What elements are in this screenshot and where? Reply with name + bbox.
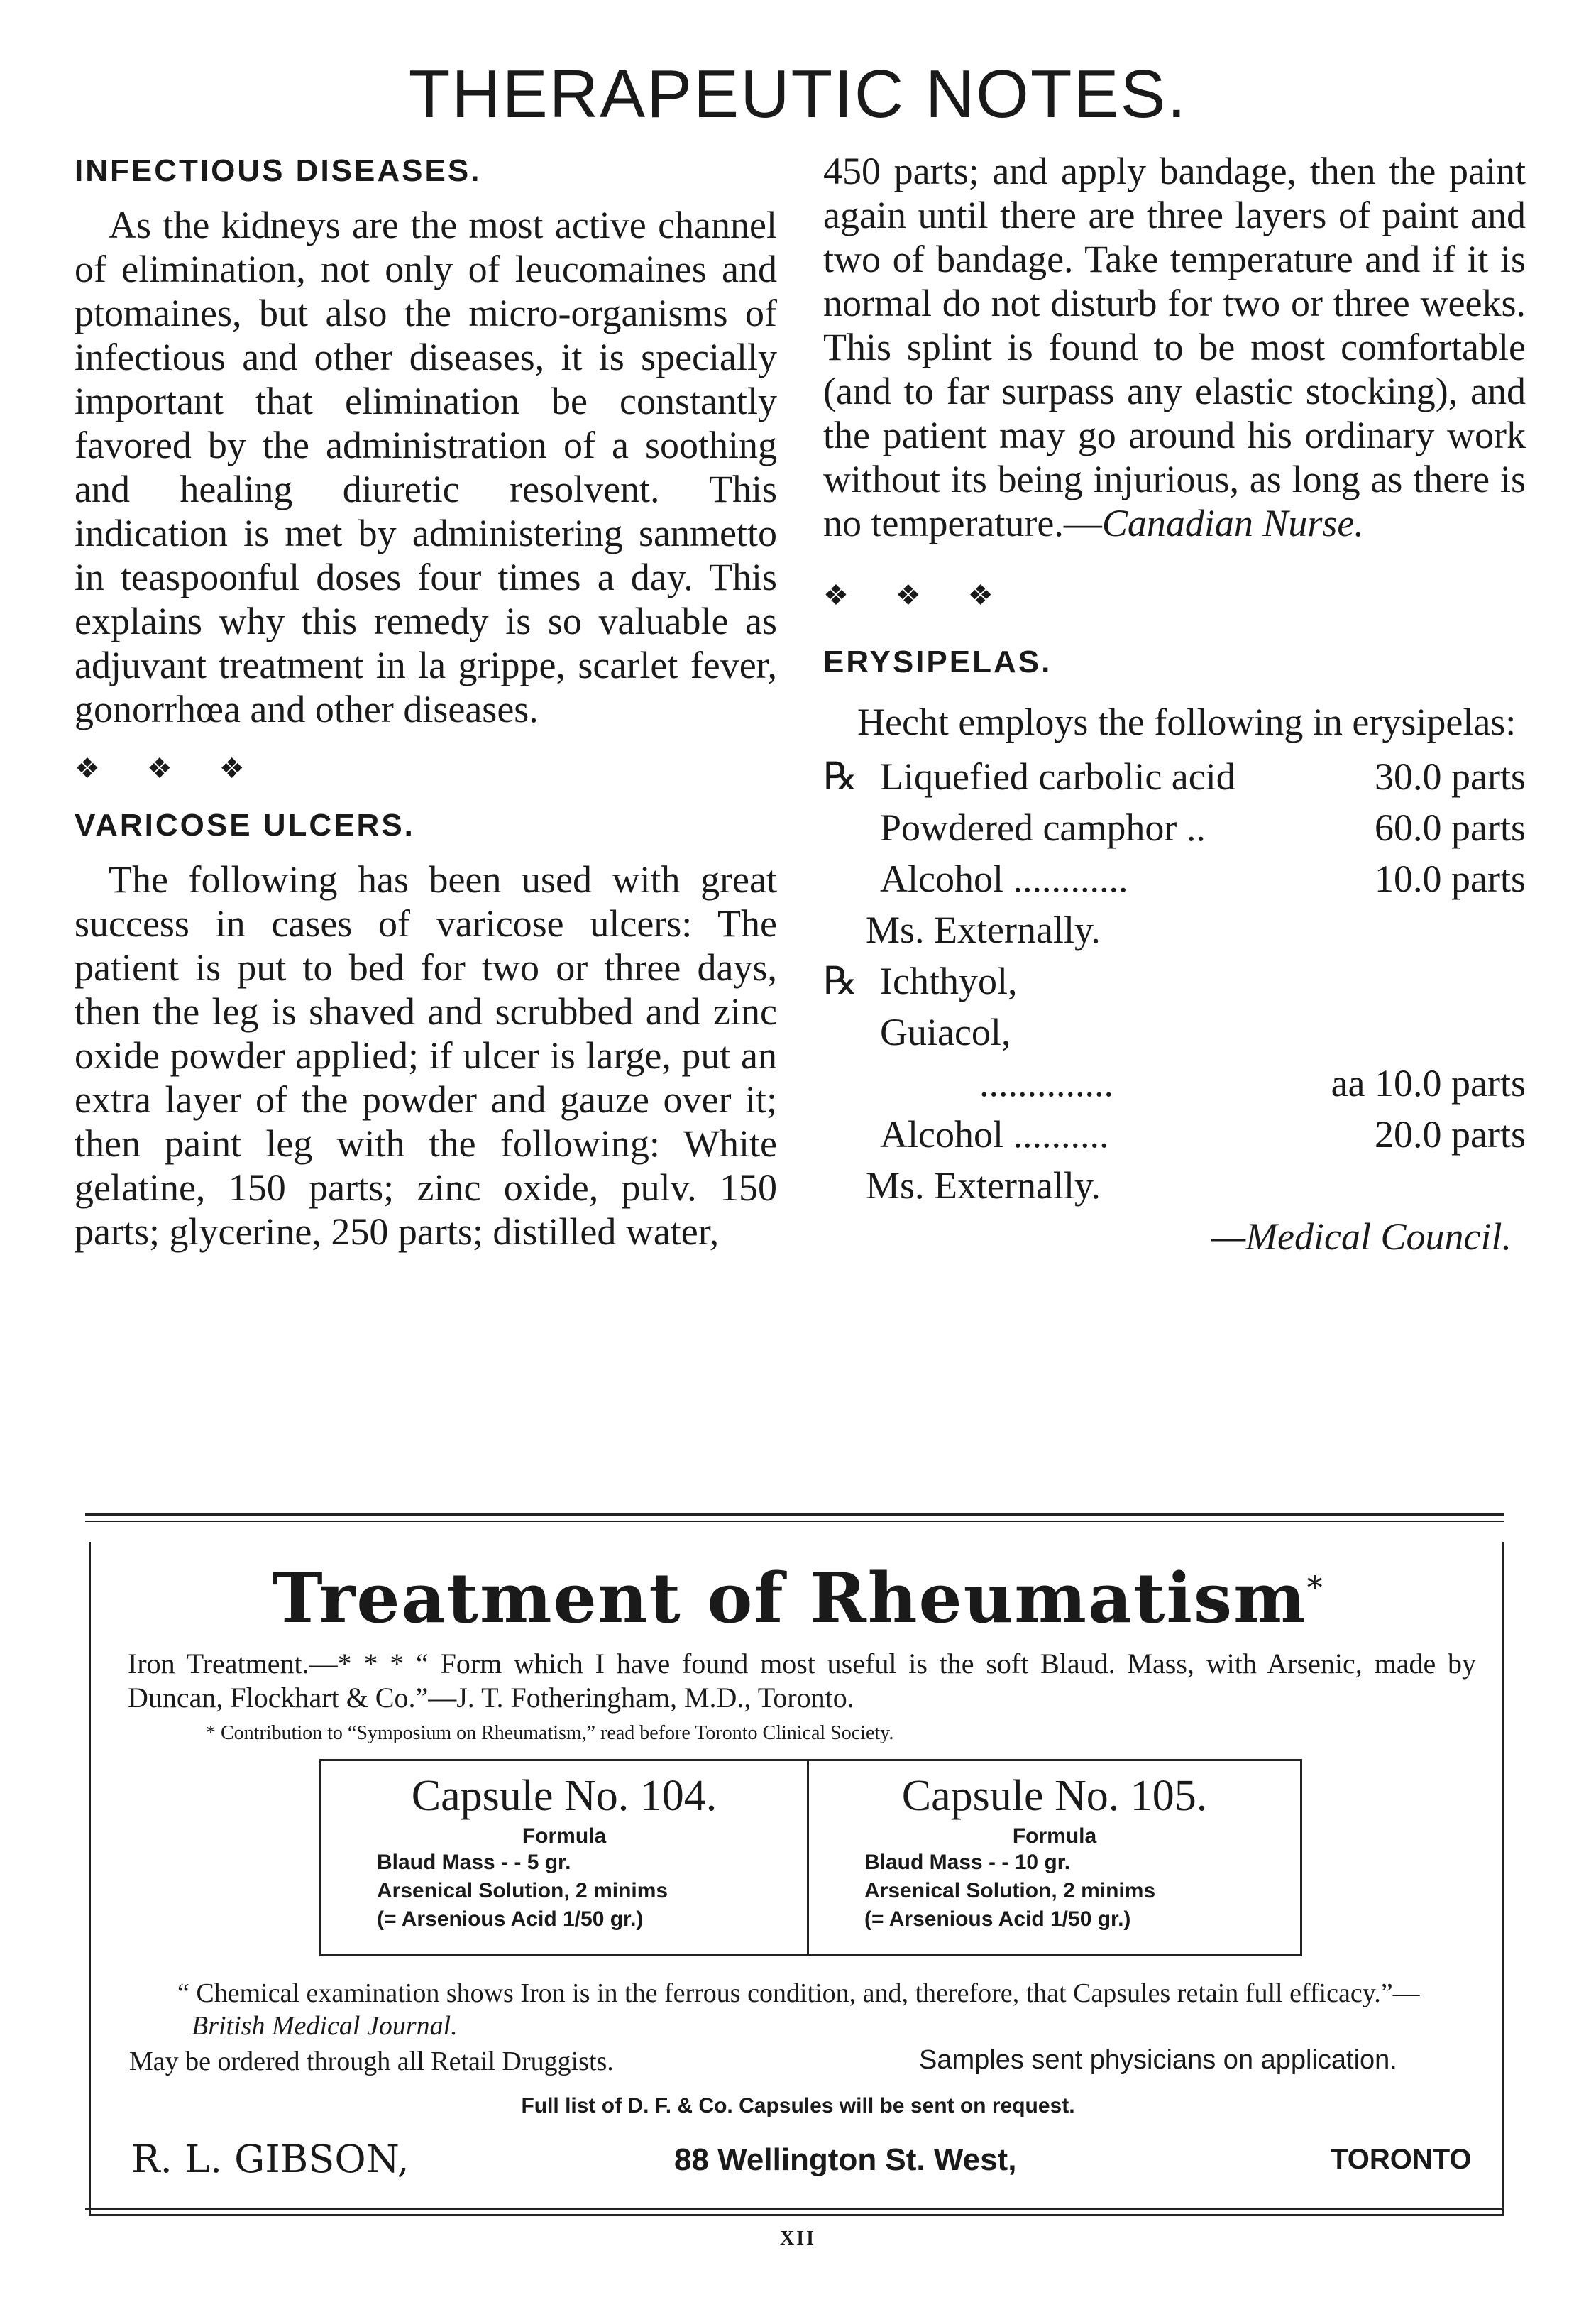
varicose-heading: VARICOSE ULCERS.	[75, 808, 415, 843]
ad-footnote: * Contribution to “Symposium on Rheumatism,” read before Toronto Clinical Society.	[206, 1722, 894, 1744]
order-info: May be ordered through all Retail Druggists.	[129, 2047, 614, 2076]
rx-ingredient: Powdered camphor ..	[880, 806, 1206, 849]
formula-line: Arsenical Solution, 2 minims	[864, 1879, 1156, 1902]
capsule-title: Capsule No. 105.	[901, 1772, 1208, 1820]
full-list-notice: Full list of D. F. & Co. Capsules will be sent on request.	[521, 2094, 1075, 2117]
prescription-2	[823, 955, 1526, 1160]
rx-line	[880, 1058, 1526, 1109]
ad-title	[0, 1558, 1596, 1638]
divider-rule	[85, 2208, 1504, 2210]
erysipelas-source: —Medical Council.	[1211, 1215, 1512, 1258]
rx-quantity: 60.0 parts	[1375, 806, 1526, 849]
rx-line	[880, 751, 1526, 802]
rx-symbol: ℞	[823, 755, 858, 798]
divider-rule	[85, 1513, 1504, 1516]
varicose-source: Canadian Nurse.	[1101, 502, 1364, 544]
capsule-104-box	[319, 1759, 809, 1956]
rx-symbol: ℞	[823, 960, 858, 1002]
prescription-1	[823, 751, 1526, 904]
ad-title-mark: *	[1306, 1570, 1324, 1606]
varicose-body: The following has been used with great success in cases of varicose ulcers: The patient is put to bed for two or three days, then the leg is shaved and scrubbed and zinc oxide powder applied; if ulcer is large, put an extra layer of the powder and gauze over it; then paint leg with the following: White gelatine, 150 parts; zinc oxide, pulv. 150 parts; glycerine, 250 parts; distilled water,	[75, 858, 777, 1253]
erysipelas-heading: ERYSIPELAS.	[823, 645, 1052, 679]
capsule-title: Capsule No. 104.	[411, 1772, 717, 1820]
rx-signature: Ms. Externally.	[866, 1164, 1101, 1207]
infectious-heading: INFECTIOUS DISEASES.	[75, 153, 482, 188]
formula-line: (= Arsenious Acid 1/50 gr.)	[377, 1907, 644, 1931]
rx-ingredient: Ichthyol,	[880, 960, 1018, 1002]
chem-quote	[177, 1977, 1490, 2042]
rx-ingredient: Alcohol ..........	[880, 1113, 1109, 1156]
formula-line: Arsenical Solution, 2 minims	[377, 1879, 668, 1902]
formula-label: Formula	[1012, 1824, 1097, 1848]
ad-title-text: Treatment of Rheumatism	[272, 1558, 1307, 1638]
rx-dots: ..............	[979, 1062, 1113, 1105]
formula-label: Formula	[522, 1824, 607, 1848]
erysipelas-intro: Hecht employs the following in erysipelas:	[857, 701, 1517, 743]
samples-info: Samples sent physicians on application.	[919, 2045, 1397, 2075]
section-separator: ❖ ❖ ❖	[823, 579, 1013, 611]
section-separator: ❖ ❖ ❖	[75, 752, 265, 784]
formula-line: Blaud Mass - - 5 gr.	[377, 1851, 571, 1874]
varicose-continued-text: 450 parts; and apply bandage, then the paint again until there are three layers of paint and two of bandage. Take temperature and if it is normal do not disturb for two or three weeks. This splint is found to be most comfortable (and to far surpass any elastic stocking), and the patient may go around his ordinary work without its being injurious, as long as there is no temperature.—	[823, 150, 1526, 544]
formula-line: (= Arsenious Acid 1/50 gr.)	[864, 1907, 1131, 1931]
divider-rule	[85, 1521, 1504, 1522]
ad-quote: Iron Treatment.—* * * “ Form which I have found most useful is the soft Blaud. Mass, with Arsenic, made by Duncan, Flockhart & Co.”—J. T. Fotheringham, M.D., Toronto.	[128, 1648, 1476, 1714]
rx-line	[880, 1109, 1526, 1160]
rx-ingredient: Guiacol,	[880, 1011, 1011, 1053]
infectious-body: As the kidneys are the most active channel of elimination, not only of leucomaines and ptomaines, but also the micro-organisms of infectious and other diseases, it is specially important that elimination be constantly favored by the administration of a soothing and healing diuretic resolvent. This indication is met by administering sanmetto in teaspoonful doses four times a day. This explains why this remedy is so valuable as adjuvant treatment in la grippe, scarlet fever, gonorrhœa and other diseases.	[75, 204, 777, 730]
rx-signature: Ms. Externally.	[866, 909, 1101, 951]
formula-line: Blaud Mass - - 10 gr.	[864, 1851, 1071, 1874]
agent-name: R. L. GIBSON,	[131, 2137, 409, 2181]
varicose-continued	[823, 149, 1526, 545]
right-column	[823, 149, 1526, 1262]
agent-city: TORONTO	[1331, 2144, 1472, 2175]
rx-quantity: 20.0 parts	[1375, 1113, 1526, 1156]
chem-source: British Medical Journal.	[192, 2011, 458, 2041]
rx-line	[880, 853, 1526, 904]
left-column	[75, 149, 777, 1254]
rx-quantity: aa 10.0 parts	[1331, 1062, 1526, 1105]
capsule-105-box	[807, 1759, 1302, 1956]
rx-ingredient: Liquefied carbolic acid	[880, 755, 1235, 798]
rx-quantity: 10.0 parts	[1375, 858, 1526, 900]
chem-quote-text: “ Chemical examination shows Iron is in the ferrous condition, and, therefore, that Capsules retain full efficacy.”—	[177, 1978, 1420, 2008]
page-number: XII	[779, 2228, 816, 2250]
agent-address: 88 Wellington St. West,	[674, 2142, 1017, 2177]
rx-line	[880, 802, 1526, 853]
rx-ingredient: Alcohol ............	[880, 858, 1128, 900]
rx-quantity: 30.0 parts	[1375, 755, 1526, 798]
page-title: THERAPEUTIC NOTES.	[408, 56, 1188, 132]
